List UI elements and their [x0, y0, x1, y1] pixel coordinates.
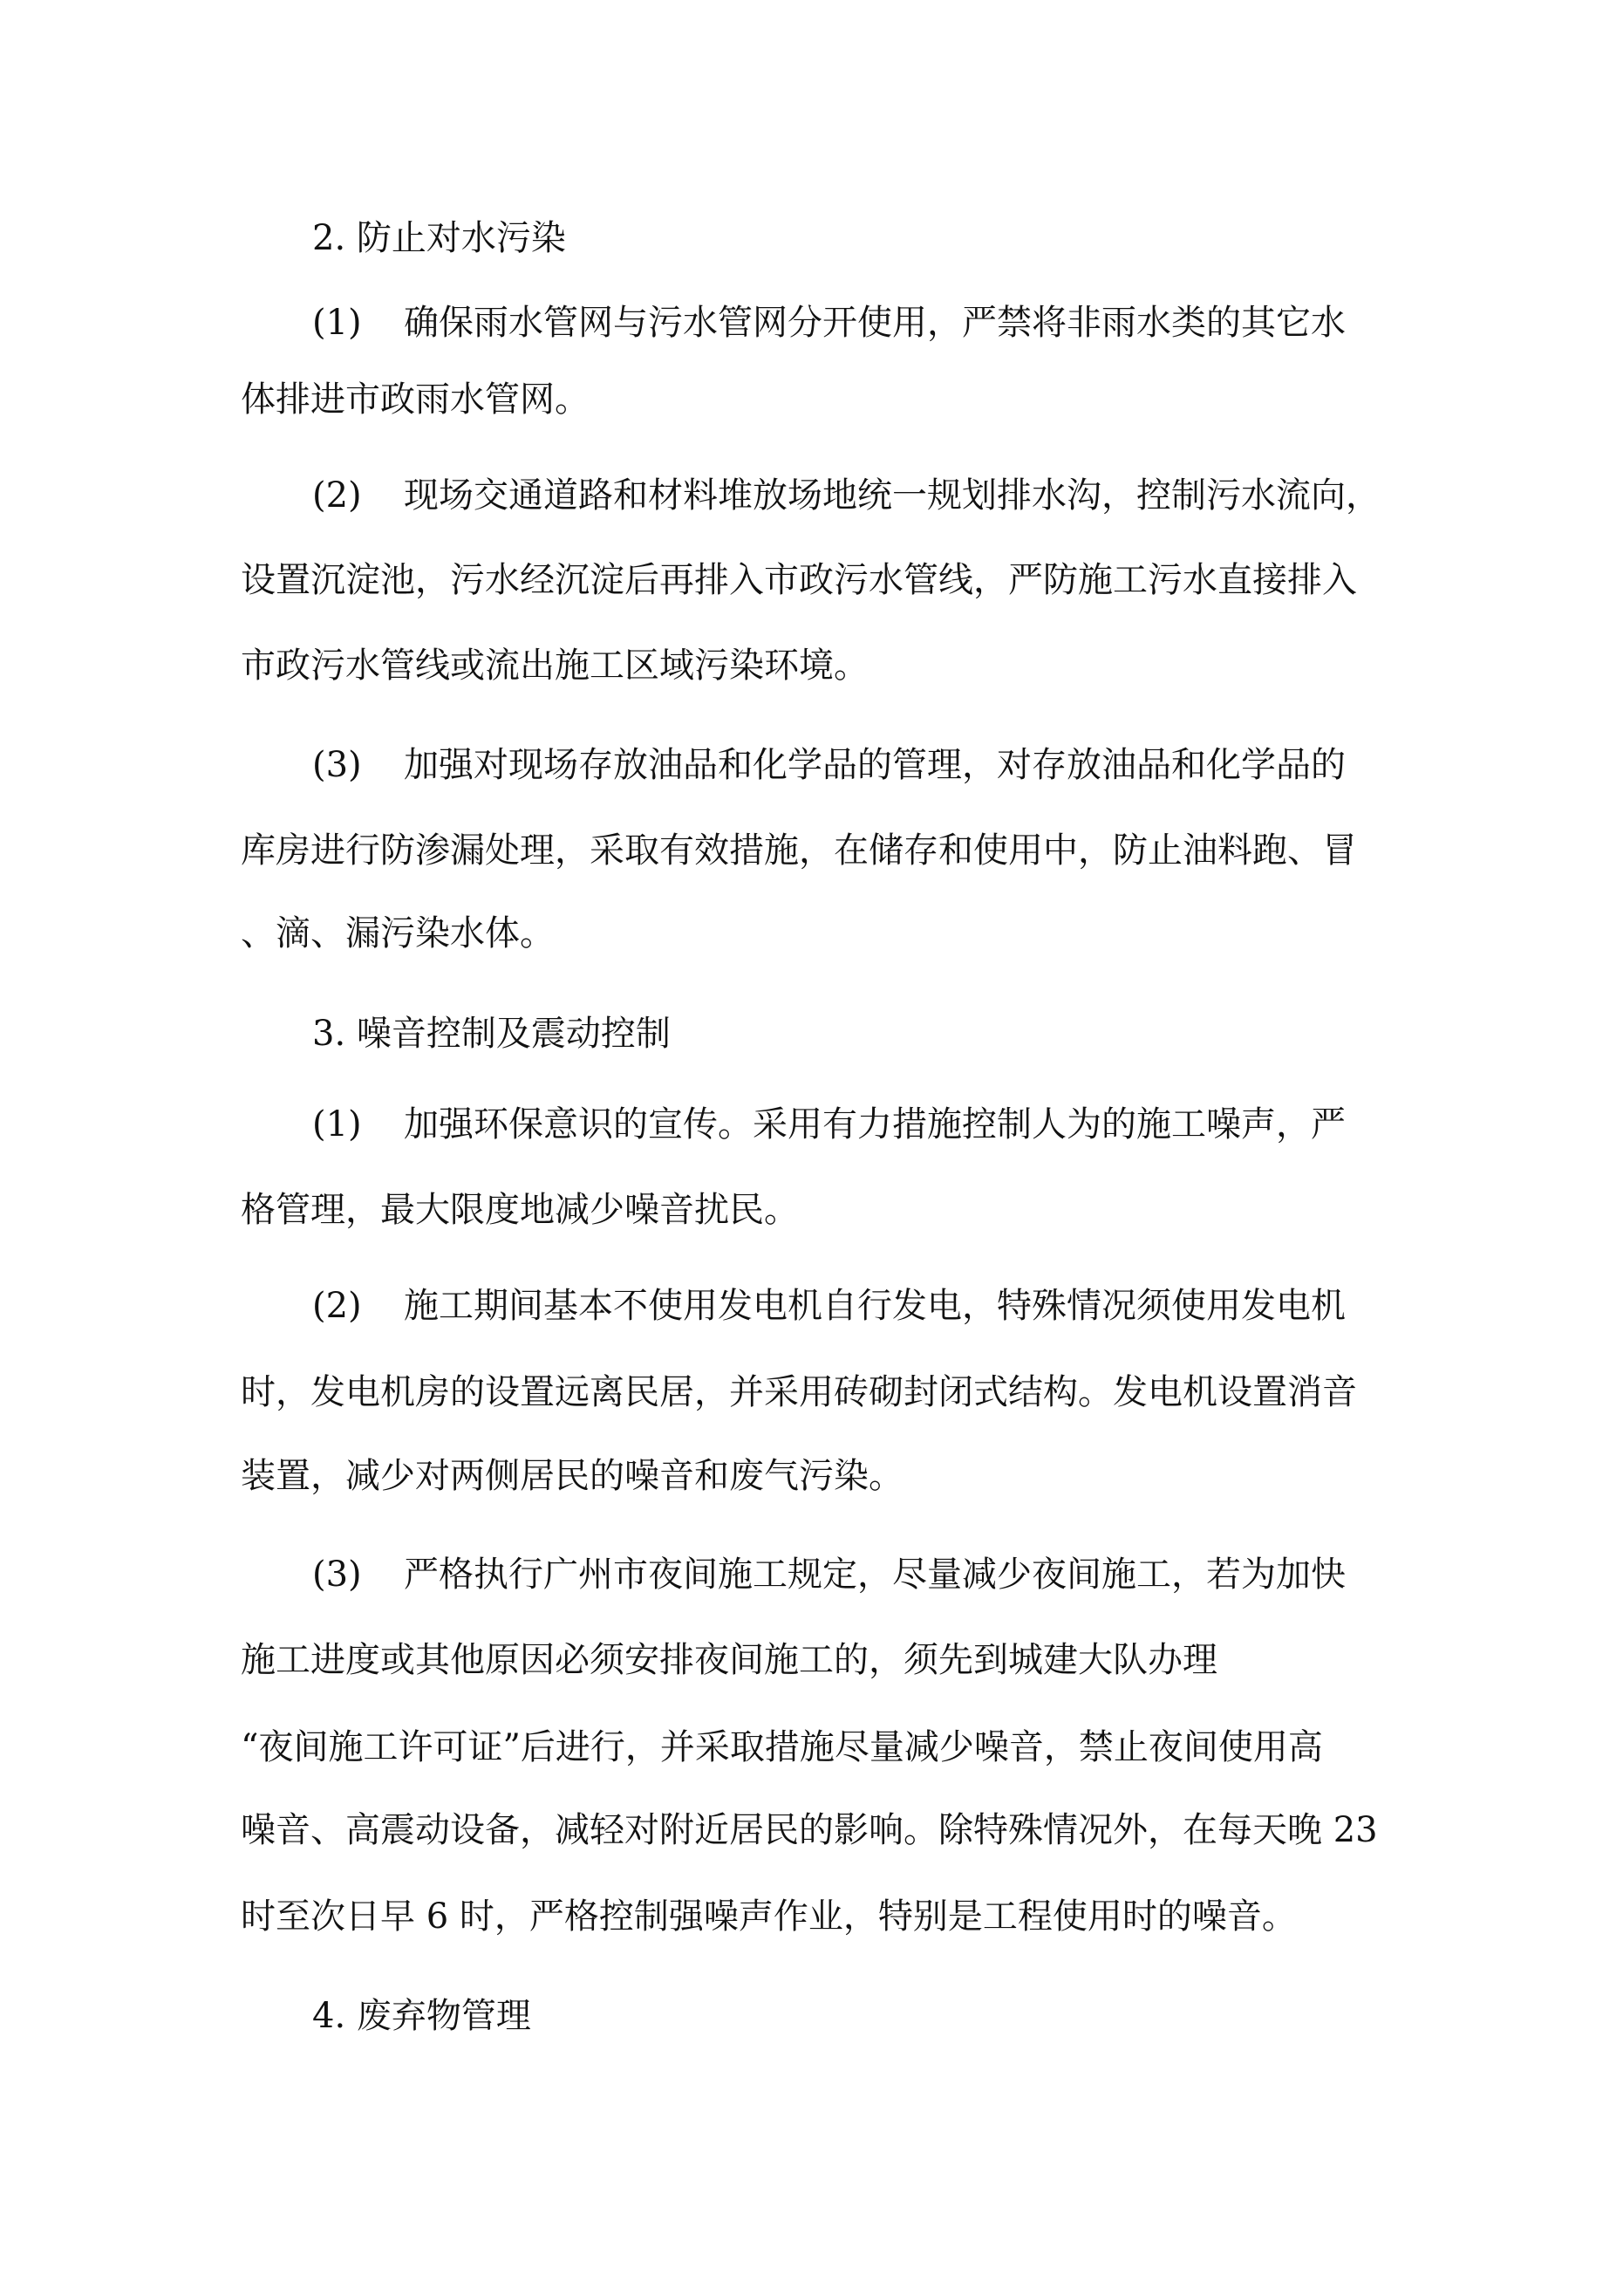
section-heading-text: 4. 废弃物管理 [312, 1996, 531, 2036]
section-heading [0, 1003, 1623, 1064]
section-heading-text: 2. 防止对水污染 [312, 218, 566, 258]
paragraph-line [0, 1179, 1623, 1240]
paragraph-line [0, 1717, 1623, 1778]
paragraph-text: 时至次日早 6 时，严格控制强噪声作业，特别是工程使用时的噪音。 [241, 1896, 1297, 1937]
paragraph-line [0, 1094, 1623, 1155]
paragraph-text: 现场交通道路和材料堆放场地统一规划排水沟，控制污水流向， [404, 475, 1381, 516]
paragraph-text: 时，发电机房的设置远离民居，并采用砖砌封闭式结构。发电机设置消音 [241, 1372, 1357, 1412]
list-marker: (2) [312, 475, 362, 516]
section-heading-text: 3. 噪音控制及震动控制 [312, 1014, 671, 1054]
section-heading [0, 208, 1623, 269]
list-marker: (1) [312, 303, 362, 343]
paragraph-line [0, 735, 1623, 796]
list-marker: (1) [312, 1104, 362, 1145]
paragraph-text: “夜间施工许可证”后进行，并采取措施尽量减少噪音，禁止夜间使用高 [241, 1727, 1323, 1767]
paragraph-text: 施工进度或其他原因必须安排夜间施工的，须先到城建大队办理 [241, 1640, 1217, 1680]
paragraph-line [0, 1445, 1623, 1507]
paragraph-text: 设置沉淀池，污水经沉淀后再排入市政污水管线，严防施工污水直接排入 [241, 560, 1357, 600]
paragraph-line [0, 1544, 1623, 1605]
paragraph-line [0, 1362, 1623, 1423]
paragraph-text: 、滴、漏污染水体。 [241, 913, 555, 953]
paragraph-text: 体排进市政雨水管网。 [241, 379, 590, 420]
paragraph-line [0, 292, 1623, 353]
list-marker: (2) [312, 1286, 362, 1326]
paragraph-text: 市政污水管线或流出施工区域污染环境。 [241, 646, 869, 686]
paragraph-line [0, 1630, 1623, 1691]
paragraph-line [0, 1800, 1623, 1861]
section-heading [0, 1985, 1623, 2047]
paragraph-text: 加强对现场存放油品和化学品的管理，对存放油品和化学品的 [404, 745, 1346, 785]
paragraph-line [0, 1275, 1623, 1336]
paragraph-line [0, 820, 1623, 881]
paragraph-line [0, 369, 1623, 430]
paragraph-text: 加强环保意识的宣传。采用有力措施控制人为的施工噪声，严 [404, 1104, 1346, 1145]
paragraph-line [0, 635, 1623, 696]
paragraph-line [0, 465, 1623, 526]
paragraph-line [0, 1886, 1623, 1947]
paragraph-text: 施工期间基本不使用发电机自行发电，特殊情况须使用发电机 [404, 1286, 1346, 1326]
paragraph-text: 库房进行防渗漏处理，采取有效措施，在储存和使用中，防止油料跑、冒 [241, 830, 1357, 871]
paragraph-text: 严格执行广州市夜间施工规定，尽量减少夜间施工，若为加快 [404, 1555, 1346, 1595]
list-marker: (3) [312, 1555, 362, 1595]
paragraph-text: 格管理，最大限度地减少噪音扰民。 [241, 1190, 799, 1230]
list-marker: (3) [312, 745, 362, 785]
paragraph-line [0, 903, 1623, 964]
paragraph-text: 噪音、高震动设备，减轻对附近居民的影响。除特殊情况外，在每天晚 23 [241, 1810, 1378, 1850]
paragraph-line [0, 550, 1623, 611]
paragraph-text: 确保雨水管网与污水管网分开使用，严禁将非雨水类的其它水 [404, 303, 1346, 343]
paragraph-text: 装置，减少对两侧居民的噪音和废气污染。 [241, 1456, 904, 1496]
